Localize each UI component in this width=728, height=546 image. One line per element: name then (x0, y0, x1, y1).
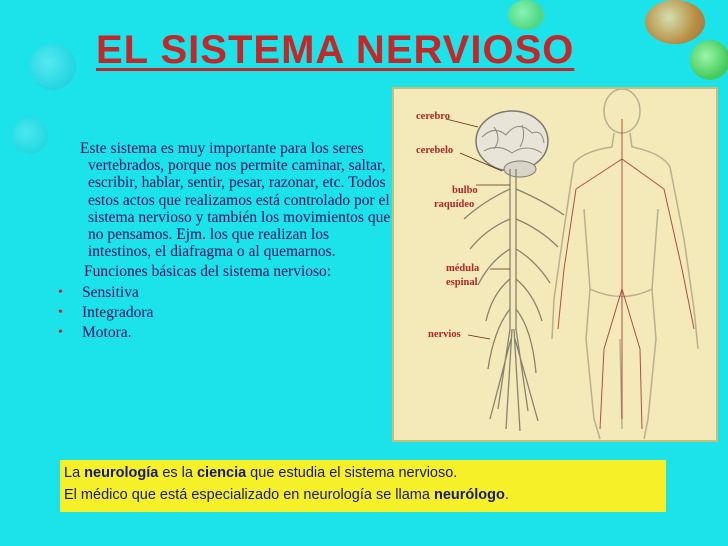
brain (476, 111, 548, 177)
footer-line-2: El médico que está especializado en neurología se llama neurólogo. (64, 487, 509, 503)
label-bulbo: bulbo (452, 185, 478, 196)
spinal-cord (464, 169, 564, 431)
label-medula: médula (446, 263, 480, 274)
list-item: • Integradora (58, 303, 154, 321)
body-outline (552, 89, 698, 439)
functions-heading: Funciones básicas del sistema nervioso: (84, 263, 332, 281)
decorative-ball (645, 0, 705, 44)
label-cerebro: cerebro (416, 111, 451, 122)
bullet-icon: • (58, 304, 63, 320)
label-cerebelo: cerebelo (416, 145, 454, 156)
bullet-icon: • (58, 284, 63, 300)
nervous-system-illustration (394, 89, 718, 442)
footer-line-1: La neurología es la ciencia que estudia el sistema nervioso. (64, 465, 458, 481)
intro-paragraph: Este sistema es muy importante para los seres vertebrados, porque nos permite caminar, saltar, escribir, hablar, sentir, pesar, razonar, etc. Todos estos actos que realizamos está controlado por el sistema nervioso y también los movimientos que no pensamos. Ejm. los que realizan los intestinos, el diafragma o al quemarnos. (80, 140, 391, 261)
decorative-ball (508, 0, 544, 30)
list-item: • Motora. (58, 323, 132, 341)
body-nerves (558, 119, 694, 429)
decorative-ball (12, 118, 48, 154)
decorative-ball (690, 40, 728, 80)
decorative-ball (30, 44, 76, 90)
nervous-system-figure (392, 87, 718, 442)
page-title: EL SISTEMA NERVIOSO (96, 28, 575, 72)
label-nervios: nervios (428, 329, 461, 340)
body-text (58, 140, 394, 344)
footer-box (60, 460, 666, 512)
bullet-icon: • (58, 324, 63, 340)
functions-list (58, 283, 394, 341)
label-espinal: espinal (446, 277, 478, 288)
label-raquideo: raquídeo (434, 199, 475, 210)
list-item: • Sensitiva (58, 283, 139, 301)
